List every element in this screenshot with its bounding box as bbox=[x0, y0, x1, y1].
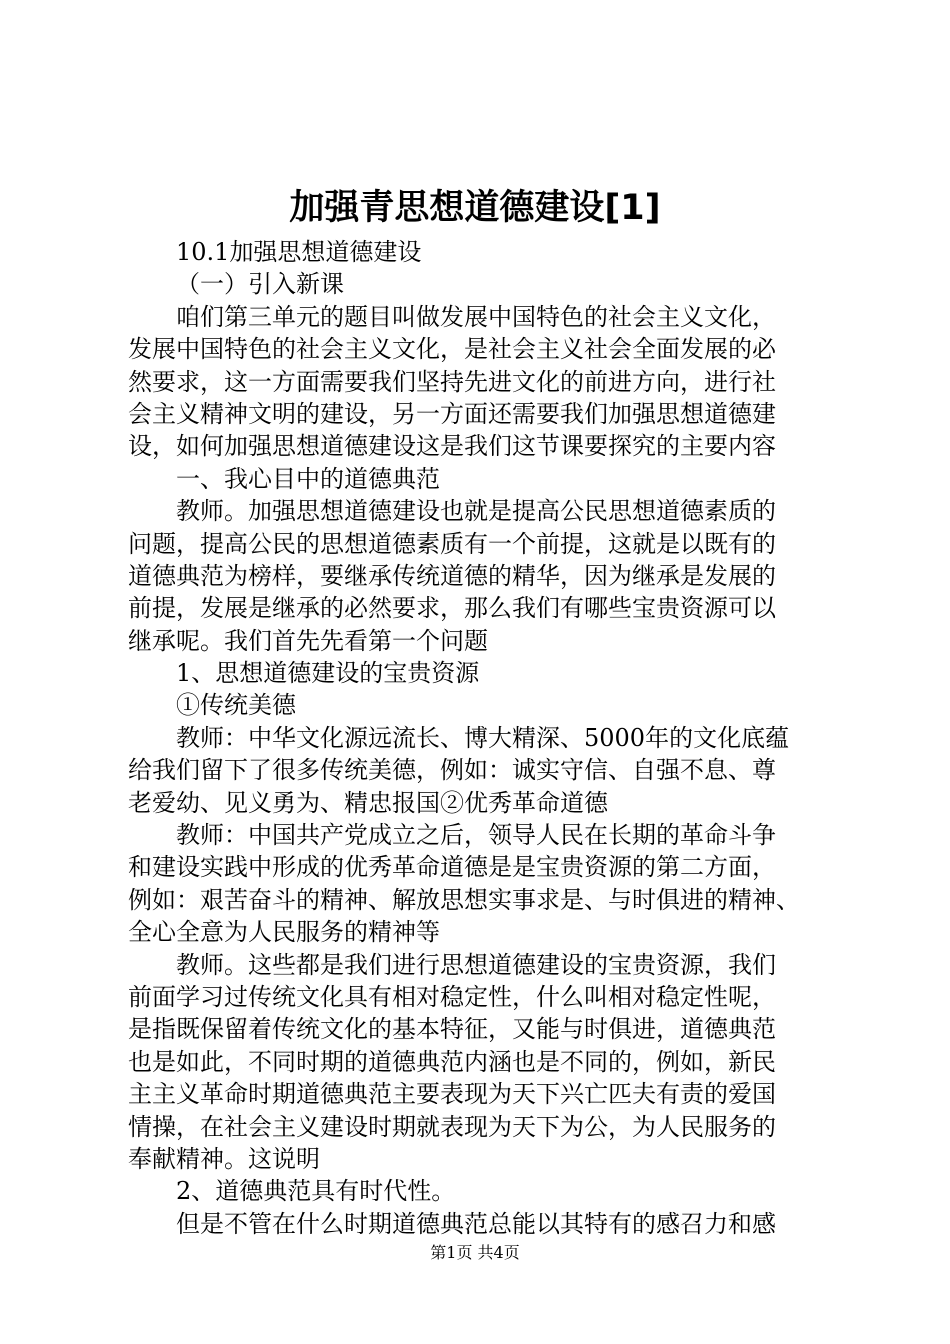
paragraph-line: 一、我心目中的道德典范 bbox=[176, 464, 440, 493]
paragraph-line: 教师。这些都是我们进行思想道德建设的宝贵资源，我们 bbox=[176, 950, 776, 979]
paragraph-line: 也是如此，不同时期的道德典范内涵也是不同的，例如，新民 bbox=[128, 1047, 776, 1076]
page-footer: 第1页 共4页 bbox=[430, 1243, 520, 1262]
paragraph-line: 发展中国特色的社会主义文化，是社会主义社会全面发展的必 bbox=[128, 335, 776, 364]
paragraph-line: 咱们第三单元的题目叫做发展中国特色的社会主义文化， bbox=[176, 302, 776, 331]
paragraph-line: 主主义革命时期道德典范主要表现为天下兴亡匹夫有责的爱国 bbox=[128, 1080, 776, 1109]
paragraph-line: 道德典范为榜样，要继承传统道德的精华，因为继承是发展的 bbox=[128, 561, 776, 590]
document-title: 加强青思想道德建设[1] bbox=[289, 188, 661, 228]
paragraph-line: 教师。加强思想道德建设也就是提高公民思想道德素质的 bbox=[176, 497, 776, 526]
paragraph-line: 2、道德典范具有时代性。 bbox=[176, 1177, 456, 1206]
paragraph-line: 和建设实践中形成的优秀革命道德是是宝贵资源的第二方面， bbox=[128, 853, 776, 882]
paragraph-line: 问题，提高公民的思想道德素质有一个前提，这就是以既有的 bbox=[128, 529, 776, 558]
paragraph-line: 10.1加强思想道德建设 bbox=[176, 238, 422, 266]
paragraph-line: 全心全意为人民服务的精神等 bbox=[128, 918, 440, 947]
paragraph-line: 教师：中国共产党成立之后，领导人民在长期的革命斗争 bbox=[176, 821, 776, 850]
paragraph-line: 给我们留下了很多传统美德，例如：诚实守信、自强不息、尊 bbox=[128, 756, 776, 785]
paragraph-line: 前提，发展是继承的必然要求，那么我们有哪些宝贵资源可以 bbox=[128, 594, 776, 623]
paragraph-line: 奉献精神。这说明 bbox=[128, 1144, 320, 1173]
paragraph-line: 老爱幼、见义勇为、精忠报国②优秀革命道德 bbox=[128, 788, 608, 817]
paragraph-line: 继承呢。我们首先先看第一个问题 bbox=[128, 626, 488, 655]
paragraph-line: 教师：中华文化源远流长、博大精深、5000年的文化底蕴 bbox=[176, 723, 790, 752]
paragraph-line: 会主义精神文明的建设，另一方面还需要我们加强思想道德建 bbox=[128, 399, 776, 428]
document-body bbox=[128, 236, 834, 1240]
paragraph-line: ①传统美德 bbox=[176, 691, 296, 720]
paragraph-line: 情操，在社会主义建设时期就表现为天下为公，为人民服务的 bbox=[128, 1112, 776, 1141]
paragraph-line: 例如：艰苦奋斗的精神、解放思想实事求是、与时俱进的精神、 bbox=[128, 885, 800, 914]
paragraph-line: 设，如何加强思想道德建设这是我们这节课要探究的主要内容 bbox=[128, 432, 776, 461]
paragraph-line: （一）引入新课 bbox=[176, 270, 344, 299]
paragraph-line: 但是不管在什么时期道德典范总能以其特有的感召力和感 bbox=[176, 1209, 776, 1238]
paragraph-line: 然要求，这一方面需要我们坚持先进文化的前进方向，进行社 bbox=[128, 367, 776, 396]
paragraph-line: 是指既保留着传统文化的基本特征，又能与时俱进，道德典范 bbox=[128, 1015, 776, 1044]
paragraph-line: 前面学习过传统文化具有相对稳定性，什么叫相对稳定性呢， bbox=[128, 982, 776, 1011]
paragraph-line: 1、思想道德建设的宝贵资源 bbox=[176, 659, 480, 688]
